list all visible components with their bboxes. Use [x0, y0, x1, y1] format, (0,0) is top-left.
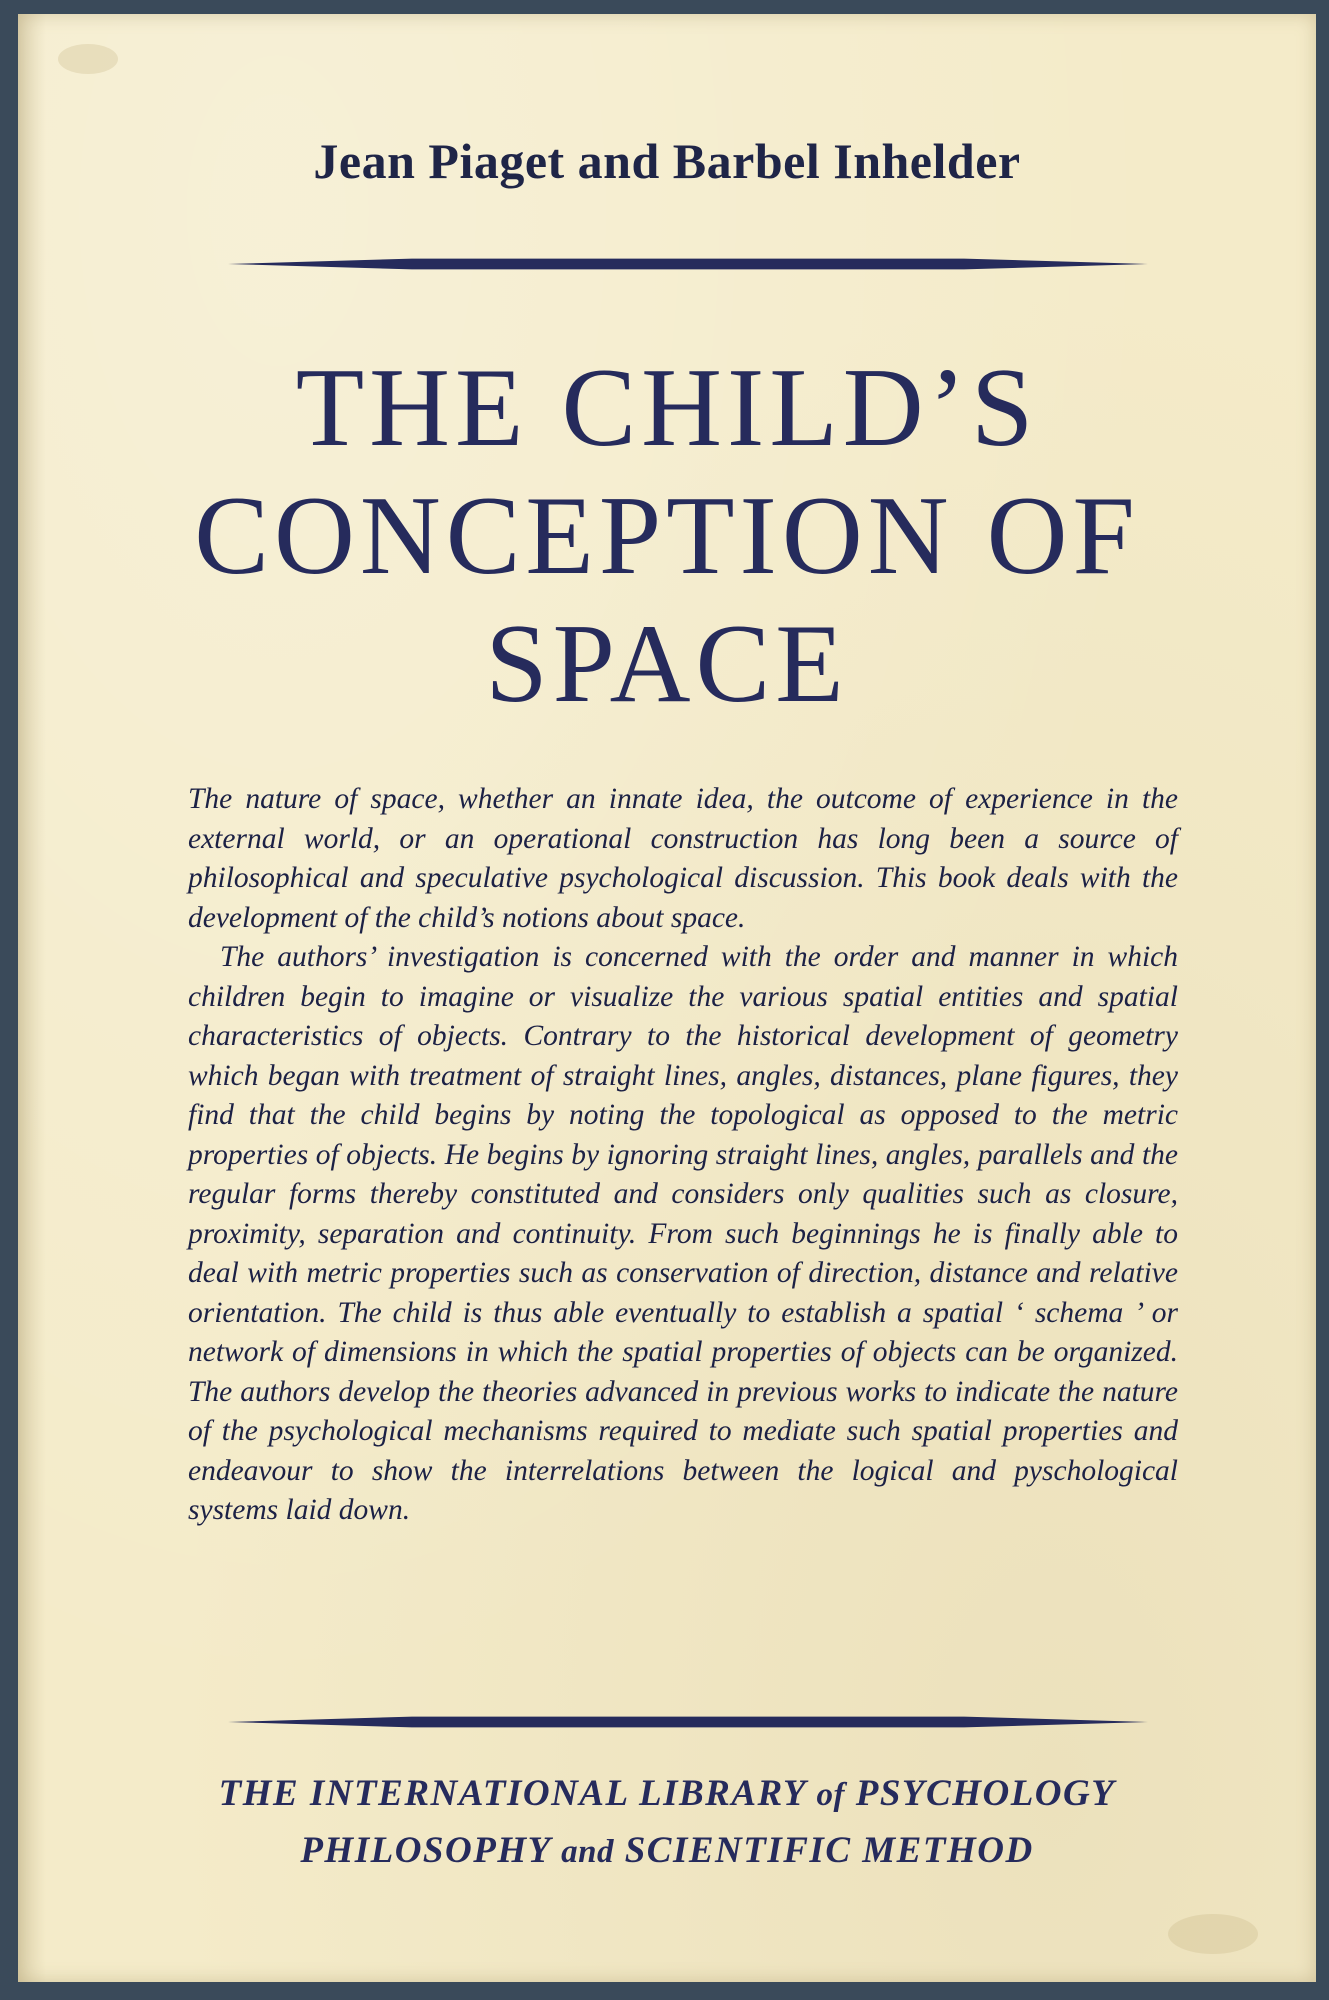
title-line-3: SPACE [485, 602, 849, 726]
series-line-1-part-a: THE INTERNATIONAL LIBRARY [218, 1773, 806, 1814]
series-line-1-of: of [816, 1777, 845, 1813]
blurb-paragraph-2: The authors’ investigation is concerned with the order and manner in which children begin to imagine or visualize the various spatial entities and spatial characteristics of objects. Contrary to the historical development of geometry which began with treatment of straight lines, angles, distances, plane figures, they find that the child begins by noting the topological as opposed to the metric properties of objects. He begins by ignoring straight lines, angles, parallels and the regular forms thereby constituted and considers only qualities such as closure, proximity, separation and continuity. From such beginnings he is finally able to deal with metric properties such as conservation of direction, distance and relative orientation. The child is thus able eventually to establish a spatial ‘ schema ’ or network of dimensions in which the spatial properties of objects can be organized. The authors develop the theories advanced in previous works to indicate the nature of the psychological mechanisms required to mediate such spatial properties and endeavour to show the interrelations between the logical and pyschological systems laid down. [188, 941, 1178, 1526]
title-line-2: CONCEPTION OF [194, 474, 1140, 598]
series-name [18, 1766, 1316, 1880]
paper-stain [58, 44, 118, 74]
paper-stain [1168, 1914, 1258, 1954]
series-line-2-part-a: PHILOSOPHY [300, 1830, 551, 1871]
series-line-1 [18, 1766, 1316, 1823]
series-line-2 [18, 1823, 1316, 1880]
authors-line: Jean Piaget and Barbel Inhelder [313, 133, 1021, 189]
blurb-text [188, 780, 1178, 1531]
spine-edge-shadow [18, 14, 46, 1982]
series-line-2-and: and [561, 1834, 614, 1870]
bottom-divider-rule [228, 1716, 1148, 1728]
title-line-1: THE CHILD’S [295, 346, 1039, 470]
top-divider-rule [228, 258, 1148, 270]
series-line-2-part-b: SCIENTIFIC METHOD [624, 1830, 1034, 1871]
series-line-1-part-b: PSYCHOLOGY [855, 1773, 1116, 1814]
book-cover [18, 14, 1316, 1982]
blurb-paragraph-1: The nature of space, whether an innate idea, the outcome of experience in the external world, or an operational construction has long been a source of philosophical and speculative psychological discussion. This book deals with the development of the child’s notions about space. [188, 783, 1178, 934]
book-title [18, 344, 1316, 728]
